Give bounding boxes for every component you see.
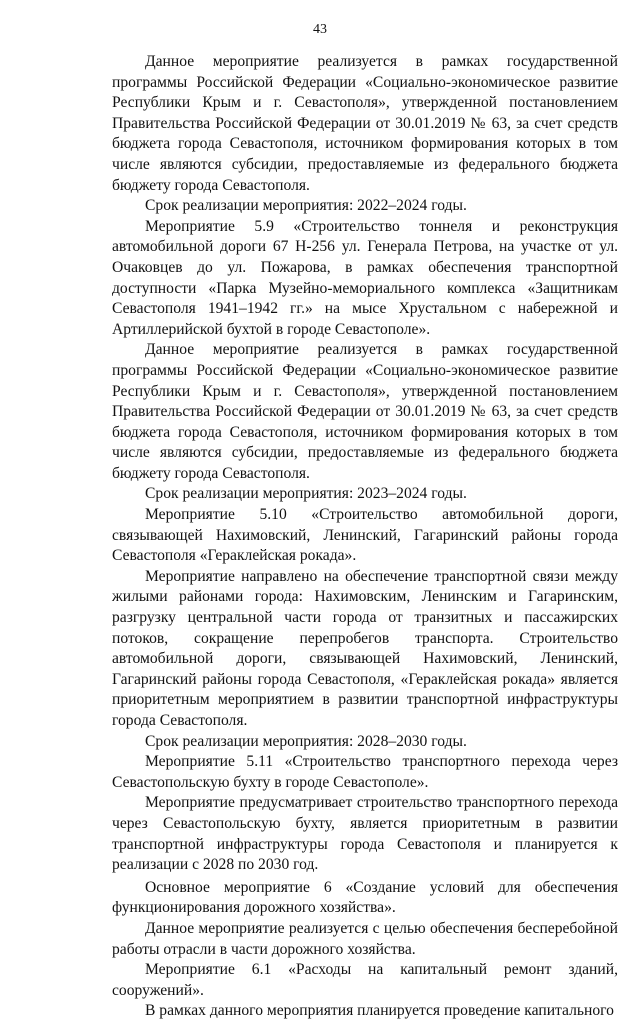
paragraph-measure-6-1: Мероприятие 6.1 «Расходы на капитальный ремонт зданий, сооружений».	[112, 961, 618, 999]
paragraph-term-2023-2024: Срок реализации мероприятия: 2023–2024 годы.	[145, 485, 467, 503]
paragraph-program-funding-1: Данное мероприятие реализуется в рамках государственной программы Российской Федерации «Социально-экономическое развитие Республики Крым и г. Севастополя», утвержденной постановлением Правительства Российской Федерации от 30.01.2019 № 63, за счет средств бюджета города Севастополя, источником формирования которых в том числе являются субсидии, предоставляемые из федерального бюджета бюджету города Севастополя.	[112, 53, 618, 194]
paragraph-measure-5-11: Мероприятие 5.11 «Строительство транспортного перехода через Севастопольскую бухту в городе Севастополе».	[112, 753, 618, 791]
paragraph-main-measure-6: Основное мероприятие 6 «Создание условий для обеспечения функционирования дорожного хозяйства».	[112, 878, 618, 917]
paragraph-measure-5-11-description: Мероприятие предусматривает строительство транспортного перехода через Севастопольскую бухту, является приоритетным в развитии транспортной инфраструктуры города Севастополя и планируется к реализации с 2028 по 2030 год.	[112, 794, 618, 874]
paragraph-measure-5-10-description: Мероприятие направлено на обеспечение транспортной связи между жилыми районами города: Нахимовским, Ленинским и Гагаринским, разгрузку центральной части города от транзитных и пассажирских потоков, сокращение перепробегов транспорта. Строительство автомобильной дороги, связывающей Нахимовский, Ленинский, Гагаринский районы города Севастополя, «Гераклейская рокада» является приоритетным мероприятием в развитии транспортной инфраструктуры города Севастополя.	[112, 567, 618, 729]
paragraph-measure-5-9: Мероприятие 5.9 «Строительство тоннеля и реконструкция автомобильной дороги 67 Н-256 ул. Генерала Петрова, на участке от ул. Очаковцев до ул. Пожарова, в рамках обеспечения транспортной доступности «Парка Музейно-мемориального комплекса «Защитникам Севастополя 1941–1942 гг.» на мысе Хрустальном с набережной и Артиллерийской бухтой в городе Севастополе».	[112, 217, 618, 338]
paragraph-main-measure-6-purpose: Данное мероприятие реализуется с целью обеспечения бесперебойной работы отрасли в части дорожного хозяйства.	[112, 919, 618, 958]
paragraph-term-2022-2024: Срок реализации мероприятия: 2022–2024 годы.	[145, 197, 467, 215]
paragraph-measure-5-10: Мероприятие 5.10 «Строительство автомобильной дороги, связывающей Нахимовский, Ленинский, Гагаринский районы города Севастополя «Гераклейская рокада».	[112, 506, 618, 565]
paragraph-program-funding-2: Данное мероприятие реализуется в рамках государственной программы Российской Федерации «Социально-экономическое развитие Республики Крым и г. Севастополя», утвержденной постановлением Правительства Российской Федерации от 30.01.2019 № 63, за счет средств бюджета города Севастополя, источником формирования которых в том числе являются субсидии, предоставляемые из федерального бюджета бюджету города Севастополя.	[112, 341, 618, 482]
paragraph-measure-6-1-description: В рамках данного мероприятия планируется проведение капитального	[145, 1002, 614, 1020]
document-body	[112, 52, 618, 1022]
paragraph-term-2028-2030: Срок реализации мероприятия: 2028–2030 годы.	[145, 732, 467, 750]
page-number: 43	[313, 22, 327, 37]
